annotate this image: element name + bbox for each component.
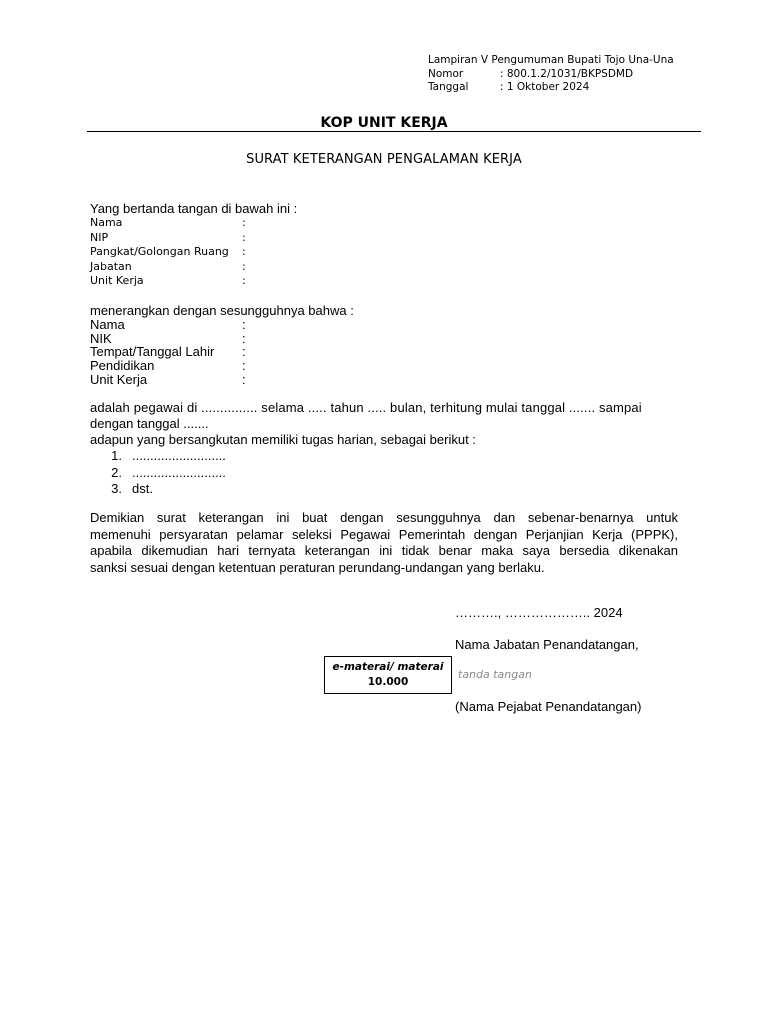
closing-paragraph (90, 510, 678, 576)
subject-field-birth (90, 345, 246, 359)
employment-line-1 (90, 400, 678, 416)
field-label: Unit Kerja (90, 371, 148, 387)
closing-line: apabila dikemudian hari ternyata keterangan ini tidak benar maka saya bersedia dikenakan (90, 543, 678, 558)
employment-line-2: dengan tanggal ....... (90, 416, 209, 431)
list-text: dst. (132, 481, 153, 496)
date-line (428, 81, 674, 95)
field-colon: : (242, 344, 246, 360)
subject-field-nik (90, 332, 246, 346)
field-label: NIP (90, 230, 109, 244)
closing-line: sanksi sesuai dengan ketentuan peraturan perundang-undangan yang berlaku. (90, 559, 545, 575)
field-colon: : (242, 245, 246, 258)
field-colon: : (242, 216, 246, 229)
list-number: 1. (111, 448, 122, 463)
closing-line: memenuhi persyaratan pelamar seleksi Pegawai Pemerintah dengan Perjanjian Kerja (PPPK), (90, 526, 678, 542)
duties-list (100, 448, 226, 498)
number-label: Nomor (428, 67, 464, 80)
field-colon: : (242, 230, 246, 244)
field-label: Unit Kerja (90, 274, 144, 287)
date-value: : 1 Oktober 2024 (500, 81, 590, 93)
field-label: Nama (90, 216, 123, 229)
field-label: Pangkat/Golongan Ruang (90, 245, 229, 258)
subject-field-unit (90, 373, 246, 387)
stamp-box (324, 656, 452, 694)
letter-title: SURAT KETERANGAN PENGALAMAN KERJA (246, 152, 522, 167)
field-label: Nama (90, 317, 125, 332)
employment-statement (90, 400, 678, 448)
signer-field-name (90, 216, 246, 231)
signer-field-position (90, 260, 246, 275)
stamp-line-2: 10.000 (367, 676, 409, 688)
subject-intro: menerangkan dengan sesungguhnya bahwa : (90, 303, 354, 318)
subject-field-education (90, 359, 246, 373)
field-label: NIK (90, 330, 112, 346)
stamp-line-1: e-materai/ materai (332, 661, 444, 673)
attachment-title: Lampiran V Pengumuman Bupati Tojo Una-Una (428, 54, 674, 66)
signer-field-nip (90, 231, 246, 246)
signer-fields (90, 216, 246, 289)
field-label: Tempat/Tanggal Lahir (90, 344, 215, 360)
field-colon: : (242, 330, 246, 346)
date-label: Tanggal (428, 81, 469, 93)
signer-field-rank (90, 245, 246, 260)
number-value: : 800.1.2/1031/BKPSDMD (500, 67, 634, 80)
signer-field-unit (90, 274, 246, 289)
duties-intro: adapun yang bersangkutan memiliki tugas harian, sebagai berikut : (90, 432, 476, 447)
number-line (428, 68, 674, 82)
field-label: Pendidikan (90, 358, 155, 374)
list-number: 3. (111, 481, 122, 496)
letterhead-divider (87, 131, 701, 132)
signature-placeholder: tanda tangan (458, 668, 532, 681)
official-name: (Nama Pejabat Penandatangan) (455, 699, 642, 714)
field-colon: : (242, 358, 246, 374)
subject-field-name (90, 318, 246, 332)
signer-position: Nama Jabatan Penandatangan, (455, 637, 639, 652)
signer-intro: Yang bertanda tangan di bawah ini : (90, 201, 298, 216)
field-label: Jabatan (90, 259, 132, 273)
list-item (100, 465, 226, 482)
employment-text-1: adalah pegawai di ............... selama ..... tahun ..... bulan, terhitung mulai tanggal ....... sampai (90, 400, 642, 415)
closing-line: Demikian surat keterangan ini buat dengan sesungguhnya dan sebenar-benarnya untuk (90, 510, 678, 525)
list-item (100, 448, 226, 465)
field-colon: : (242, 274, 246, 287)
place-date: ………., ……………….. 2024 (455, 605, 623, 620)
attachment-reference (428, 54, 674, 95)
subject-fields (90, 318, 246, 387)
list-text: .......................... (132, 464, 226, 480)
field-colon: : (242, 317, 246, 332)
list-number: 2. (111, 464, 122, 480)
letterhead-title: KOP UNIT KERJA (320, 115, 448, 131)
field-colon: : (242, 371, 246, 387)
attachment-line (428, 54, 674, 68)
list-text: .......................... (132, 448, 226, 463)
field-colon: : (242, 259, 246, 273)
list-item (100, 481, 226, 498)
